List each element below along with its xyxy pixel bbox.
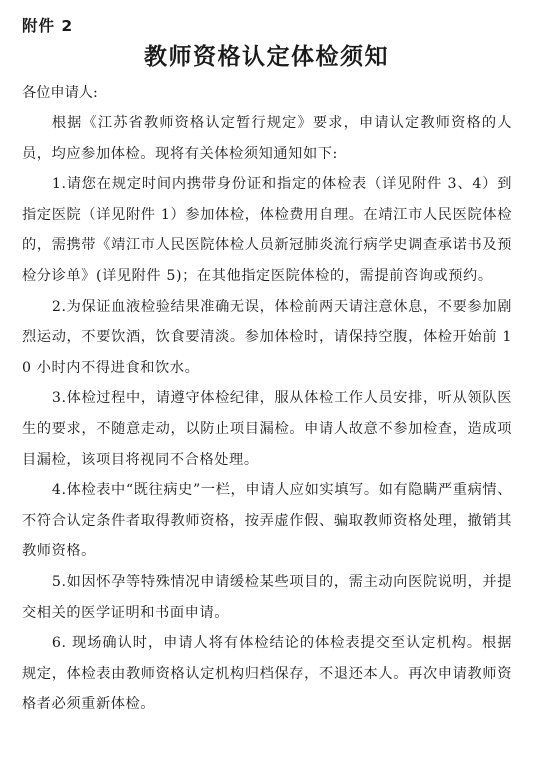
paragraph-intro: 根据《江苏省教师资格认定暂行规定》要求，申请认定教师资格的人员，均应参加体检。现将有关体检须知通知如下: — [22, 115, 512, 162]
attachment-label: 附件 2 — [22, 17, 74, 35]
paragraph-item-6: 6. 现场确认时，申请人将有体检结论的体检表提交至认定机构。根据规定，体检表由教师资格认定机构归档保存，不退还本人。再次申请教师资格者必须重新体检。 — [22, 635, 512, 713]
salutation: 各位申请人: — [22, 85, 98, 101]
paragraph-item-2: 2.为保证血液检验结果准确无误，体检前两天请注意休息，不要参加剧烈运动，不要饮酒，饮食要清淡。参加体检时，请保持空腹，体检开始前 10 小时内不得进食和饮水。 — [22, 298, 512, 376]
paragraph-item-5: 5.如因怀孕等特殊情况申请缓检某些项目的，需主动向医院说明，并提交相关的医学证明和书面申请。 — [22, 573, 512, 621]
document-title: 教师资格认定体检须知 — [144, 44, 389, 70]
document-body — [22, 108, 512, 720]
paragraph-item-1: 1.请您在规定时间内携带身份证和指定的体检表（详见附件 3、4）到指定医院（详见附件 1）参加体检，体检费用自理。在靖江市人民医院体检的，需携带《靖江市人民医院体检人员新冠肺炎流行病学史调查承诺书及预检分诊单》(详见附件 5)；在其他指定医院体检的，需提前咨询或预约。 — [22, 176, 512, 284]
paragraph-item-4: 4.体检表中“既往病史”一栏，申请人应如实填写。如有隐瞒严重病情、不符合认定条件者取得教师资格，按弄虚作假、骗取教师资格处理，撤销其教师资格。 — [22, 482, 512, 560]
paragraph-item-3: 3.体检过程中，请遵守体检纪律，服从体检工作人员安排，听从领队医生的要求，不随意走动，以防止项目漏检。申请人故意不参加检查，造成项目漏检，该项目将视同不合格处理。 — [22, 390, 512, 468]
